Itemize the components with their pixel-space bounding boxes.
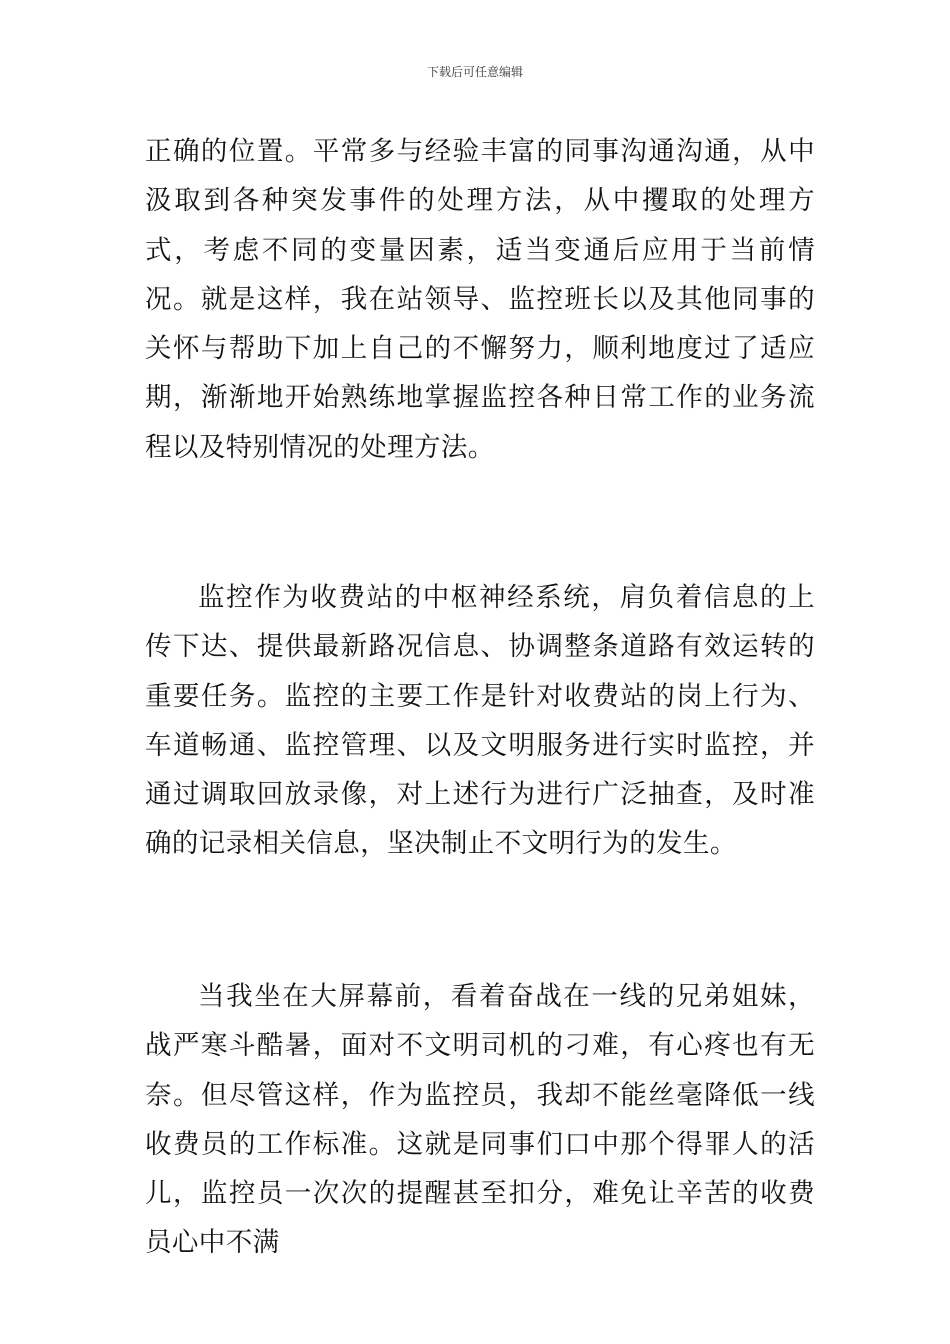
paragraph-2: 监控作为收费站的中枢神经系统，肩负着信息的上传下达、提供最新路况信息、协调整条道路有效运转的重要任务。监控的主要工作是针对收费站的岗上行为、车道畅通、监控管理、以及文明服务进行实时监控，并通过调取回放录像，对上述行为进行广泛抽查，及时准确的记录相关信息，坚决制止不文明行为的发生。 (145, 582, 815, 860)
paragraph-3: 当我坐在大屏幕前，看着奋战在一线的兄弟姐妹，战严寒斗酷暑，面对不文明司机的刁难，有心疼也有无奈。但尽管这样，作为监控员，我却不能丝毫降低一线收费员的工作标准。这就是同事们口中那个得罪人的活儿，监控员一次次的提醒甚至扣分，难免让辛苦的收费员心中不满 (145, 981, 815, 1259)
paragraph-1: 正确的位置。平常多与经验丰富的同事沟通沟通，从中汲取到各种突发事件的处理方法，从中攫取的处理方式，考虑不同的变量因素，适当变通后应用于当前情况。就是这样，我在站领导、监控班长以及其他同事的关怀与帮助下加上自己的不懈努力，顺利地度过了适应期，渐渐地开始熟练地掌握监控各种日常工作的业务流程以及特别情况的处理方法。 (145, 136, 815, 463)
page-header: 下载后可任意编辑 (426, 65, 523, 79)
